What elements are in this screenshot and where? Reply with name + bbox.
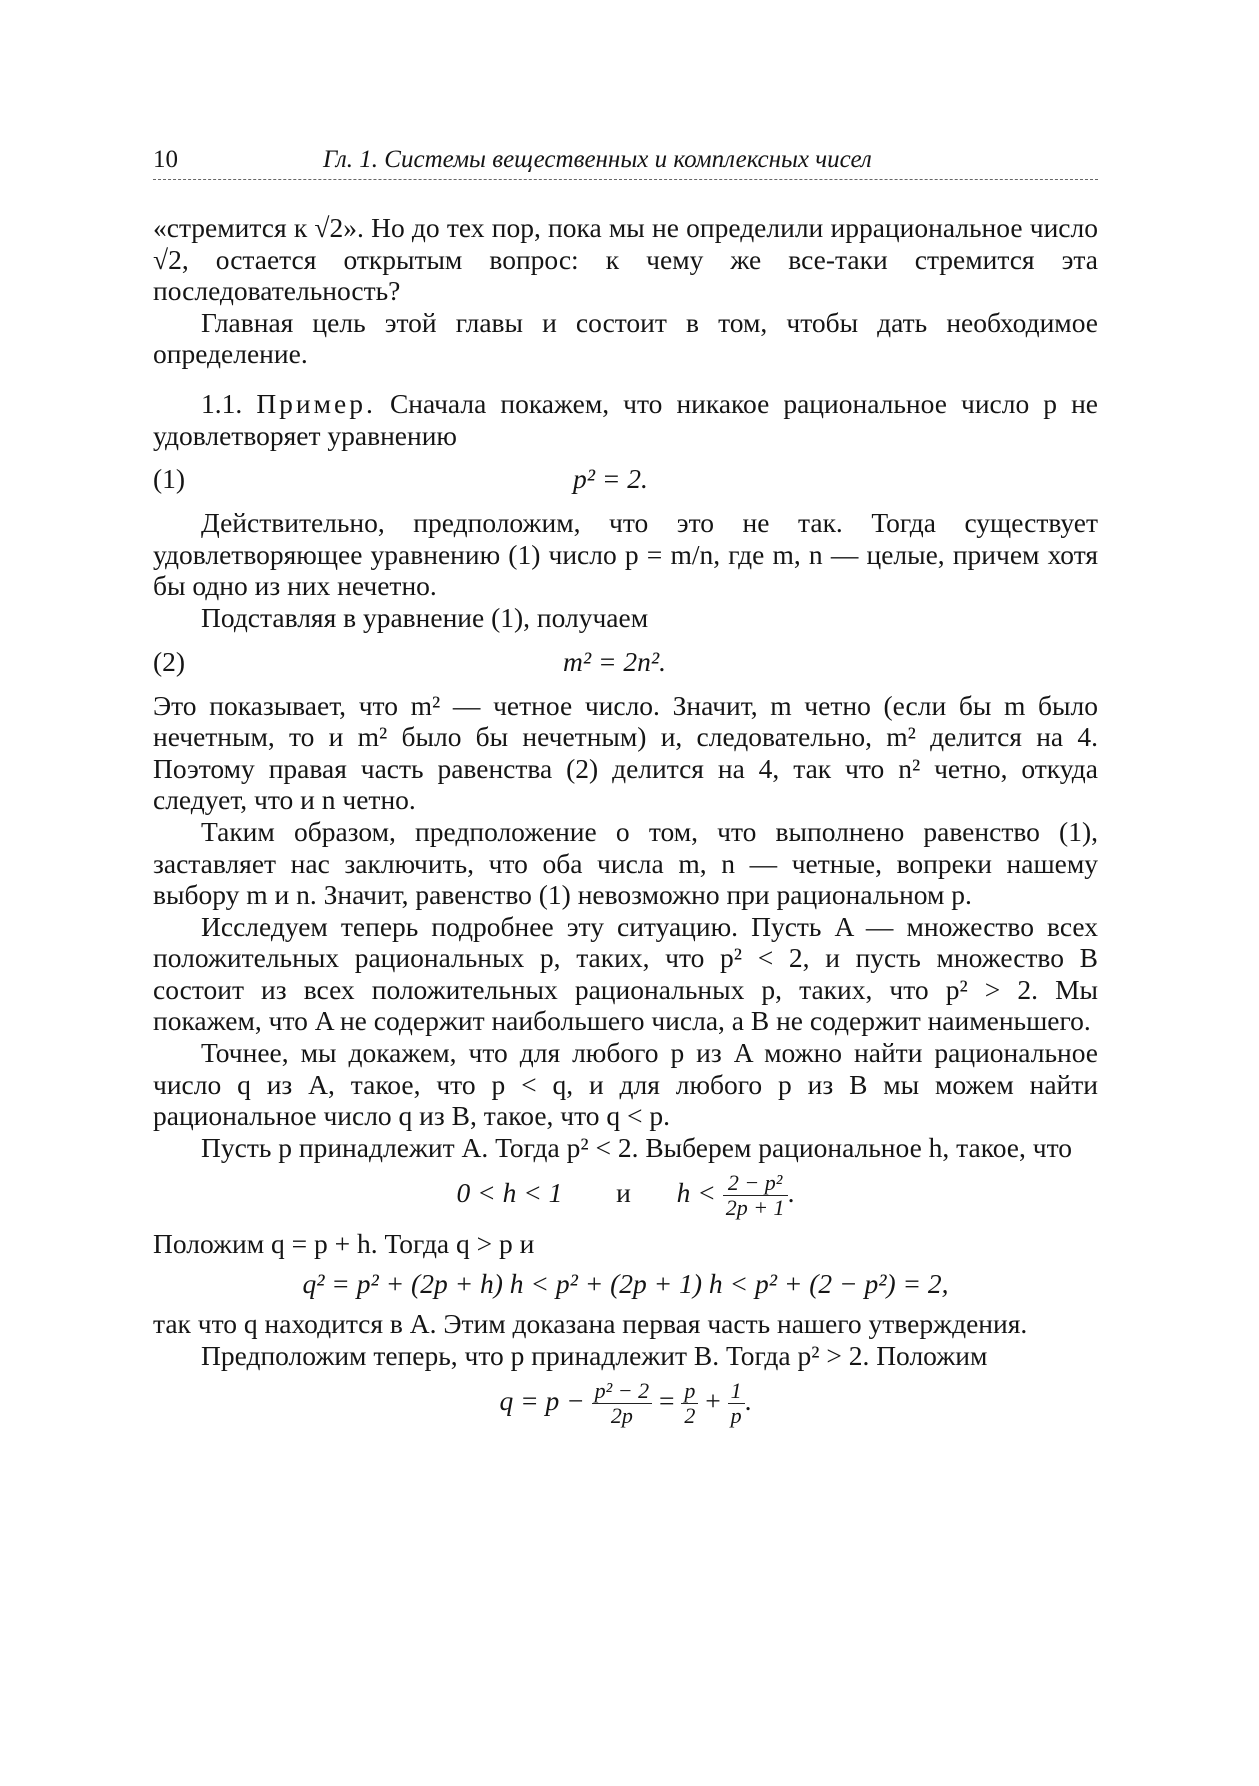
fraction-numerator: 2 − p² [723, 1171, 788, 1196]
fraction [723, 1171, 788, 1220]
paragraph: Пусть p принадлежит A. Тогда p² < 2. Выберем рациональное h, такое, что [201, 1131, 1072, 1163]
paragraph: так что q находится в A. Этим доказана первая часть нашего утверждения. [153, 1308, 1028, 1340]
paragraph: Положим q = p + h. Тогда q > p и [153, 1228, 535, 1260]
example-text: Сначала покажем, что никакое рациональное число p не удовлетворяет уравнению [153, 387, 1098, 451]
equation-number: (2) [153, 645, 186, 677]
paragraph: Таким образом, предположение о том, что выполнено равенство (1), заставляет нас заключить, что оба числа m, n — четные, вопреки нашему выбору m и n. Значит, равенство (1) невозможно при рациональном p. [153, 815, 1098, 911]
equation-part: h < [676, 1177, 716, 1209]
equation-part: q = p − [499, 1385, 585, 1417]
example-number: 1.1. [201, 387, 243, 419]
paragraph: Предположим теперь, что p принадлежит B. Тогда p² > 2. Положим [201, 1339, 988, 1371]
paragraph: Главная цель этой главы и состоит в том, чтобы дать необходимое определение. [153, 306, 1098, 370]
paragraph: Подставляя в уравнение (1), получаем [201, 601, 649, 633]
fraction-numerator: p² − 2 [592, 1379, 652, 1404]
fraction-denominator: 2p + 1 [725, 1195, 785, 1221]
equation-3 [153, 1171, 1098, 1220]
fraction [681, 1379, 698, 1428]
paragraph: Действительно, предположим, что это не так. Тогда существует удовлетворяющее уравнению (1) число p = m/n, где m, n — целые, причем хотя бы одно из них нечетно. [153, 507, 1098, 602]
plus-sign: + [705, 1385, 721, 1417]
equation-number: (1) [153, 463, 186, 495]
equation-body: p² = 2. [573, 463, 648, 495]
paragraph: Это показывает, что m² — четное число. Значит, m четно (если бы m было нечетным, то и m² было бы нечетным) и, следовательно, m² делится на 4. Поэтому правая часть равенства (2) делится на 4, так что n² четно, откуда следует, что и n четно. [153, 689, 1098, 816]
paragraph: Исследуем теперь подробнее эту ситуацию. Пусть A — множество всех положительных рациональных p, таких, что p² < 2, и пусть множество B состоит из всех положительных рациональных p, таких, что p² > 2. Мы покажем, что A не содержит наибольшего числа, а B не содержит наименьшего. [153, 910, 1098, 1037]
page-number: 10 [153, 146, 178, 173]
paragraph: «стремится к √2». Но до тех пор, пока мы не определили иррациональное число √2, остается открытым вопрос: к чему же все-таки стремится эта последовательность? [153, 212, 1098, 307]
equals-sign: = [658, 1385, 675, 1417]
example-paragraph [153, 388, 1098, 451]
equation-5 [153, 1379, 1098, 1428]
equation-1 [153, 459, 1098, 497]
equation-period: . [744, 1385, 752, 1417]
equation-body: q² = p² + (2p + h) h < p² + (2p + 1) h < p² + (2 − p²) = 2, [302, 1268, 949, 1300]
fraction-denominator: 2p [610, 1403, 633, 1429]
equation-body: m² = 2n². [563, 645, 667, 677]
fraction-numerator: 1 [728, 1379, 745, 1404]
equation-conjunction: и [616, 1177, 631, 1209]
fraction-denominator: p [730, 1403, 742, 1429]
fraction [592, 1379, 652, 1428]
fraction-numerator: p [681, 1379, 698, 1404]
equation-4 [153, 1268, 1098, 1300]
equation-part: 0 < h < 1 [456, 1177, 563, 1209]
example-title: Пример. [256, 387, 376, 419]
paragraph: Точнее, мы докажем, что для любого p из A можно найти рациональное число q из A, такое, что p < q, и для любого p из B мы можем найти рациональное число q из B, такое, что q < p. [153, 1037, 1098, 1132]
running-head: Гл. 1. Системы вещественных и комплексных чисел [323, 146, 872, 173]
page-header [153, 140, 1098, 180]
header-rule [153, 179, 1098, 180]
fraction [728, 1379, 745, 1428]
equation-2 [153, 642, 1098, 680]
body-text [153, 212, 1098, 1436]
equation-period: . [787, 1177, 795, 1209]
fraction-denominator: 2 [684, 1403, 696, 1429]
